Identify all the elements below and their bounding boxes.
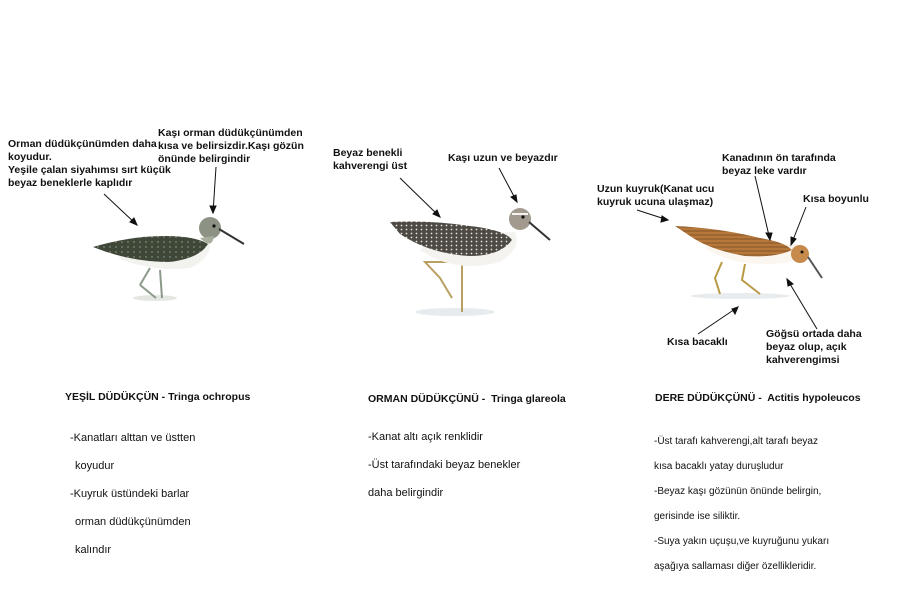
scientific-name: Tringa ochropus: [168, 391, 251, 403]
description-line: daha belirgindir: [368, 487, 444, 499]
annotation-wood-back: Beyaz benekli kahverengi üst: [333, 147, 408, 172]
description-line: -Kanat altı açık renklidir: [368, 431, 483, 443]
description-line: orman düdükçünümden: [75, 516, 191, 528]
description-common-sandpiper: [654, 423, 894, 586]
description-line: -Beyaz kaşı gözünün önünde belirgin,: [654, 485, 822, 497]
annotation-common-neck: Kısa boyunlu: [803, 193, 869, 205]
description-line: gerisinde ise siliktir.: [654, 510, 741, 522]
description-wood-sandpiper: [368, 416, 578, 514]
description-line: -Suya yakın uçuşu,ve kuyruğunu yukarı: [654, 535, 830, 547]
description-green-sandpiper: [70, 417, 270, 571]
title-wood-sandpiper: ORMAN DÜDÜKÇÜNÜ - Tringa glareola: [368, 393, 566, 405]
bird-wood-sandpiper: [390, 208, 550, 316]
title-common-sandpiper: DERE DÜDÜKÇÜNÜ - Actitis hypoleucos: [655, 392, 861, 404]
annotation-common-legs: Kısa bacaklı: [667, 336, 728, 348]
description-line: -Üst tarafı kahverengi,alt tarafı beyaz: [654, 435, 818, 447]
species-name: DERE DÜDÜKÇÜNÜ: [655, 392, 756, 404]
annotation-green-back: Orman düdükçünümden daha koyudur. Yeşile çalan siyahımsı sırt küçük beyaz beneklerle kaplıdır: [8, 138, 171, 189]
annotation-wood-eyebrow: Kaşı uzun ve beyazdır: [448, 152, 558, 164]
description-line: -Üst tarafındaki beyaz benekler: [368, 459, 521, 471]
bird-common-sandpiper: [675, 226, 822, 299]
annotation-common-tail: Uzun kuyruk(Kanat ucu kuyruk ucuna ulaşmaz): [597, 183, 715, 208]
annotation-green-eyebrow: Kaşı orman düdükçünümden kısa ve belirsizdir.Kaşı gözün önünde belirgindir: [158, 127, 304, 165]
title-green-sandpiper: YEŞİL DÜDÜKÇÜN - Tringa ochropus: [65, 391, 251, 403]
annotation-common-breast: Göğsü ortada daha beyaz olup, açık kahverengimsi: [766, 328, 862, 366]
description-line: kalındır: [75, 544, 112, 556]
description-line: kısa bacaklı yatay duruşludur: [654, 460, 784, 472]
description-line: -Kanatları alttan ve üstten: [70, 432, 196, 444]
species-name: ORMAN DÜDÜKÇÜNÜ: [368, 393, 479, 405]
description-line: -Kuyruk üstündeki barlar: [70, 488, 190, 500]
annotation-common-wing-patch: Kanadının ön tarafında beyaz leke vardır: [722, 152, 836, 177]
description-line: aşağıya sallaması diğer özellikleridir.: [654, 560, 817, 572]
bird-green-sandpiper: [93, 217, 244, 301]
description-line: koyudur: [75, 460, 115, 472]
species-name: YEŞİL DÜDÜKÇÜN: [65, 391, 159, 403]
scientific-name: Actitis hypoleucos: [767, 392, 861, 404]
scientific-name: Tringa glareola: [491, 393, 566, 405]
